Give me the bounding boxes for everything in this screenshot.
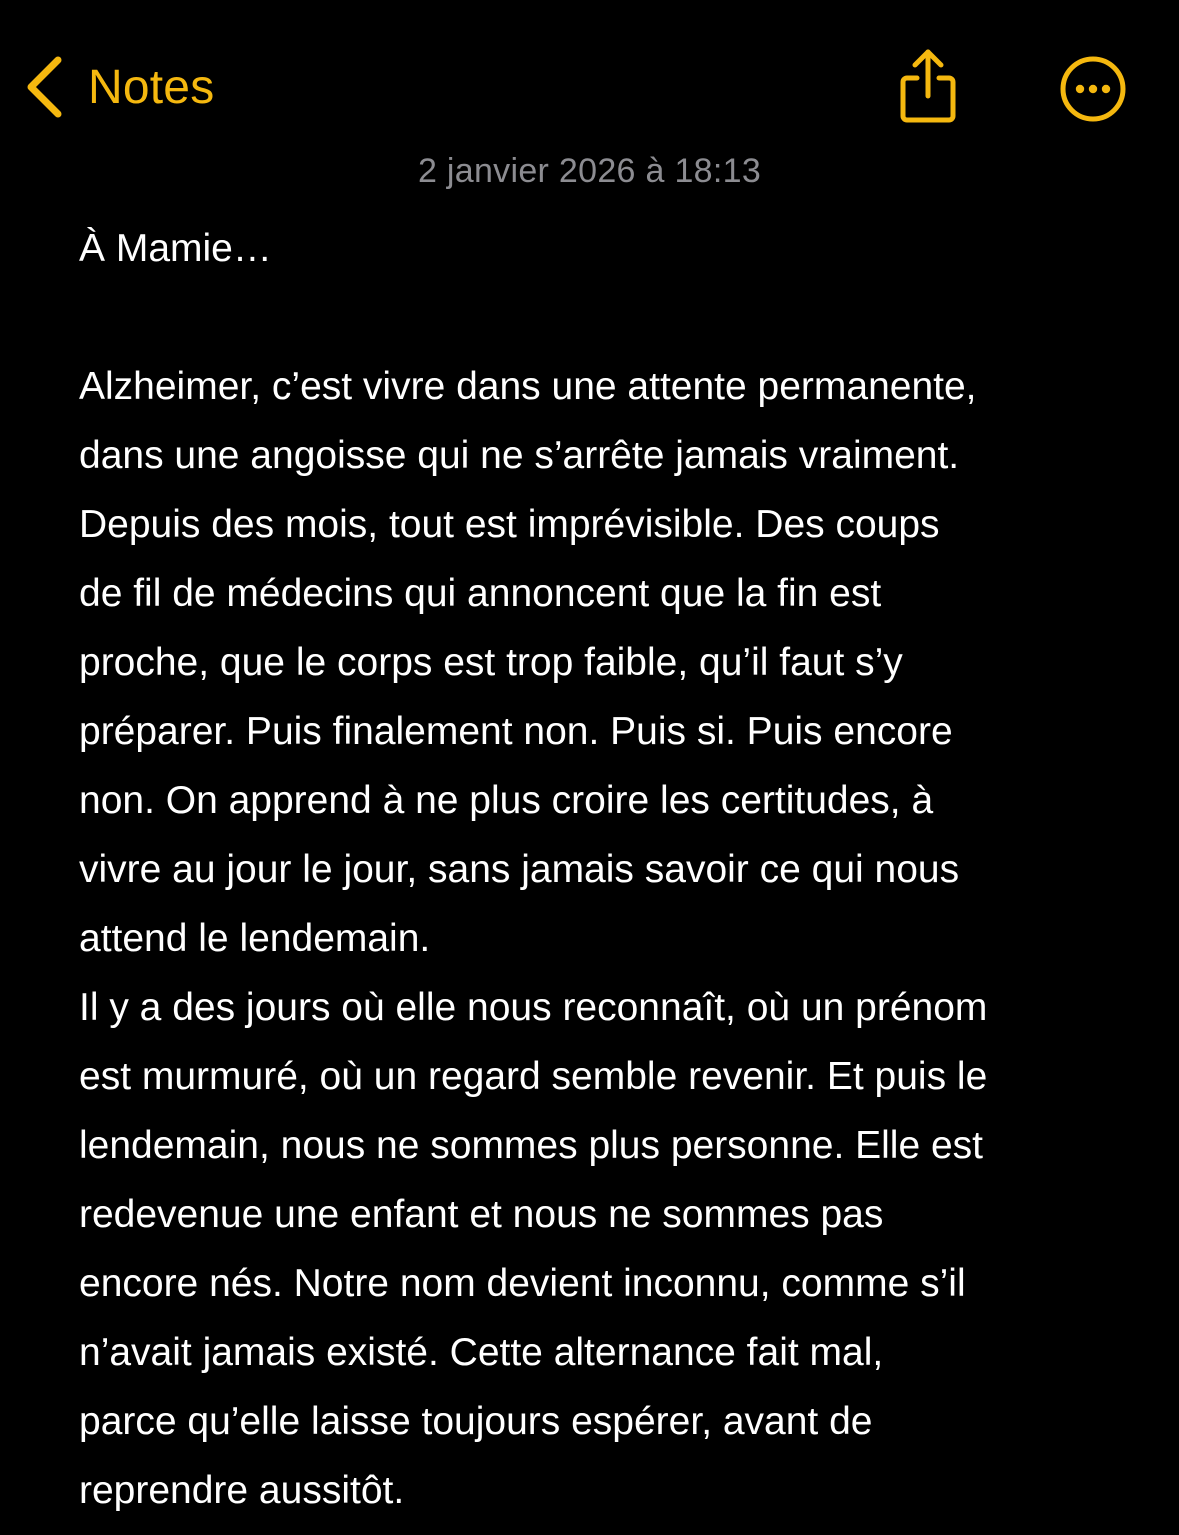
note-body[interactable]: [79, 214, 1109, 1525]
share-icon: [893, 46, 963, 126]
note-paragraph: Alzheimer, c’est vivre dans une attente permanente, dans une angoisse qui ne s’arrête jamais vraiment. Depuis des mois, tout est imprévisible. Des coups de fil de médecins qui annoncent que la fin est proche, que le corps est trop faible, qu’il faut s’y préparer. Puis finalement non. Puis si. Puis encore non. On apprend à ne plus croire les certitudes, à vivre au jour le jour, sans jamais savoir ce qui nous attend le lendemain.: [79, 365, 977, 960]
ellipsis-circle-icon: [1058, 54, 1128, 124]
note-date: 2 janvier 2026 à 18:13: [417, 152, 762, 190]
note-title: À Mamie…: [79, 227, 272, 270]
more-button[interactable]: [1058, 54, 1128, 124]
share-button[interactable]: [893, 46, 963, 126]
back-label: Notes: [88, 60, 215, 114]
note-paragraph: Il y a des jours où elle nous reconnaît, où un prénom est murmuré, où un regard semble revenir. Et puis le lendemain, nous ne sommes plus personne. Elle est redevenue une enfant et nous ne sommes pas encore nés. Notre nom devient inconnu, comme s’il n’avait jamais existé. Cette alternance fait mal, parce qu’elle laisse toujours espérer, avant de reprendre aussitôt.: [79, 986, 988, 1512]
navigation-bar: [0, 0, 1179, 150]
back-button[interactable]: [22, 54, 214, 120]
chevron-left-icon: [22, 54, 66, 120]
